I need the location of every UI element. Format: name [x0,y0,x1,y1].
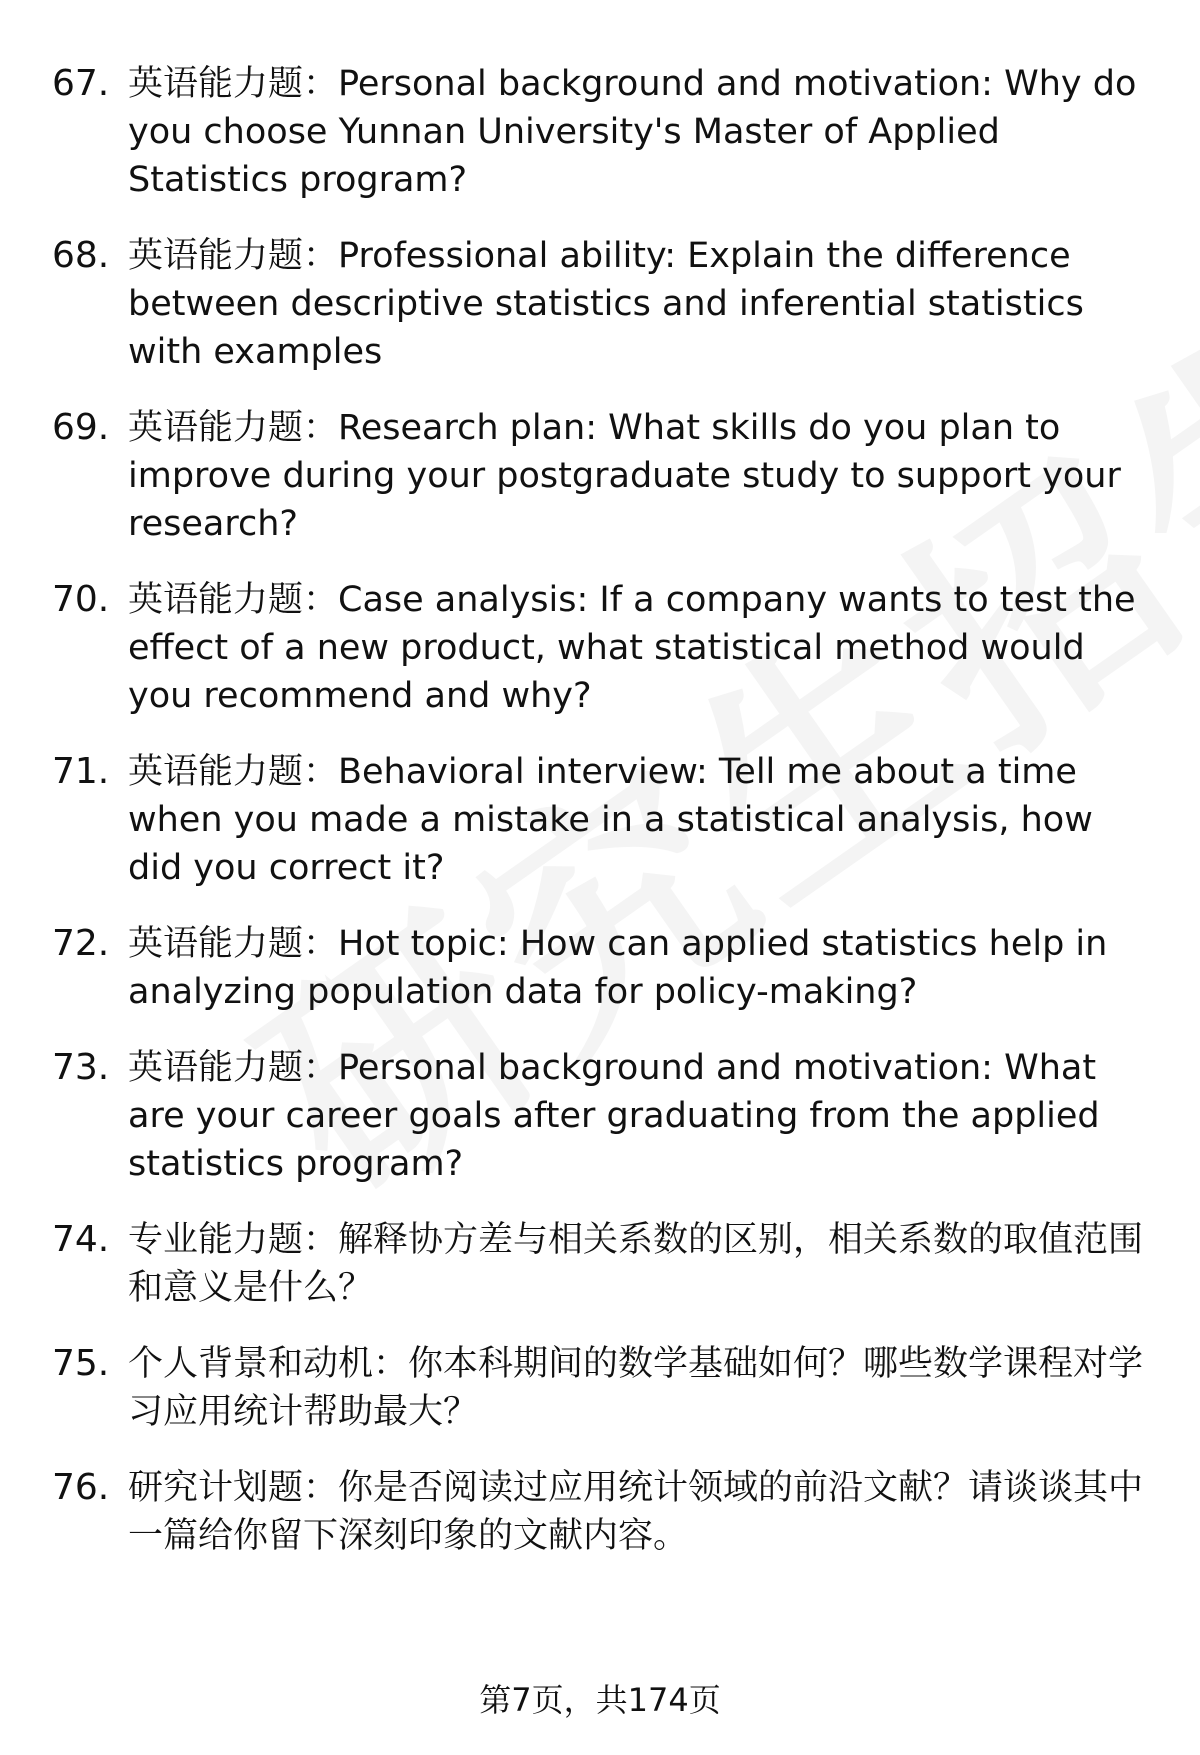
page-footer: 第7页，共174页 [479,1681,721,1719]
question-number: 75. [52,1343,110,1384]
question-number: 70. [52,579,110,620]
question-text: 英语能力题：Hot topic: How can applied statistics help in analyzing population data for policy-making? [128,924,1108,1012]
question-number: 67. [52,63,110,104]
question-text: 英语能力题：Behavioral interview: Tell me about a time when you made a mistake in a statistical analysis, how did you correct it? [128,752,1093,888]
question-text: 英语能力题：Personal background and motivation: Why do you choose Yunnan University's Master of Applied Statistics program? [128,64,1137,200]
question-number: 72. [52,923,110,964]
question-text: 英语能力题：Professional ability: Explain the difference between descriptive statistics and inferential statistics with examples [128,236,1084,372]
question-text: 个人背景和动机：你本科期间的数学基础如何？哪些数学课程对学习应用统计帮助最大？ [128,1344,1144,1432]
question-item [0,1340,1200,1436]
question-text: 英语能力题：Case analysis: If a company wants to test the effect of a new product, what statistical method would you recommend and why? [128,580,1136,716]
question-number: 68. [52,235,110,276]
question-text: 英语能力题：Research plan: What skills do you plan to improve during your postgraduate study to support your research? [128,408,1121,544]
question-item [0,1044,1200,1188]
question-number: 69. [52,407,110,448]
question-item [0,232,1200,376]
question-item [0,576,1200,720]
question-text: 英语能力题：Personal background and motivation: What are your career goals after graduating from the applied statistics program? [128,1048,1100,1184]
question-text: 研究计划题：你是否阅读过应用统计领域的前沿文献？请谈谈其中一篇给你留下深刻印象的文献内容。 [128,1468,1144,1556]
question-item [0,60,1200,204]
question-item [0,1216,1200,1312]
question-list [0,60,1200,1588]
question-number: 73. [52,1047,110,1088]
question-item [0,748,1200,892]
question-number: 71. [52,751,110,792]
question-number: 74. [52,1219,110,1260]
question-item [0,1464,1200,1560]
question-item [0,920,1200,1016]
question-text: 专业能力题：解释协方差与相关系数的区别，相关系数的取值范围和意义是什么？ [128,1220,1144,1308]
question-item [0,404,1200,548]
question-number: 76. [52,1467,110,1508]
